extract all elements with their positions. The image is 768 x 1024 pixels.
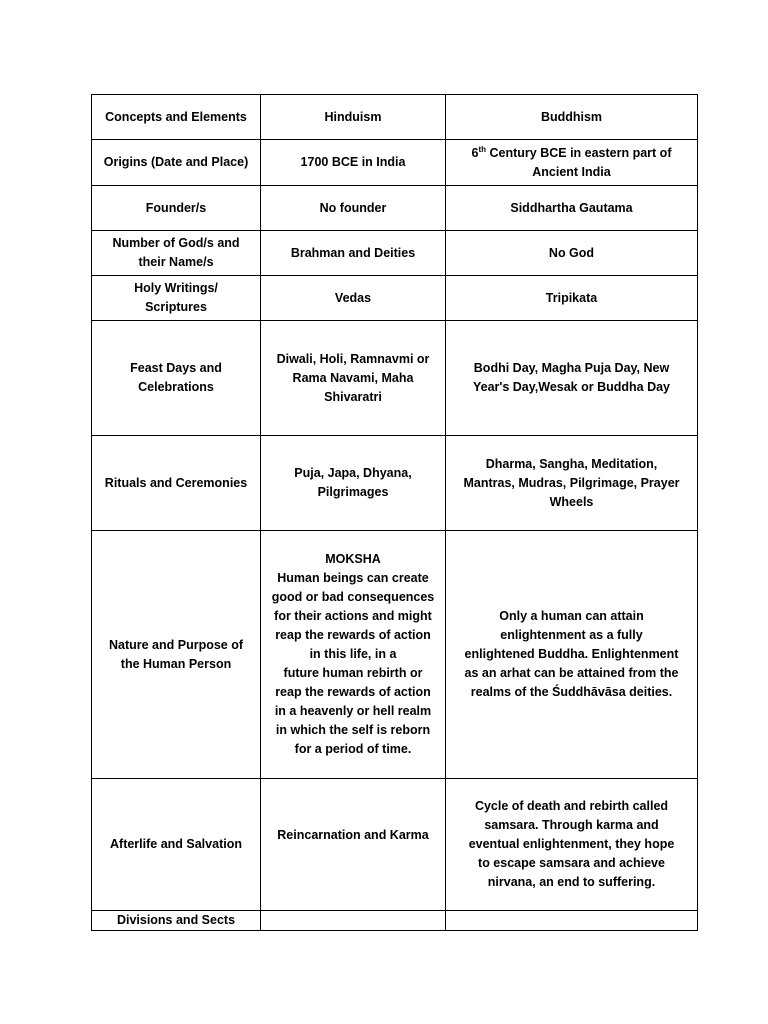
table-row-feast-days [92,321,698,436]
table-row-rituals [92,436,698,531]
table-row-origins [92,140,698,186]
table-row-founder [92,186,698,231]
header-hinduism: Hinduism [261,95,446,140]
concept-cell: Divisions and Sects [92,911,261,931]
hinduism-cell: Brahman and Deities [261,231,446,276]
header-buddhism: Buddhism [446,95,698,140]
concept-cell: Origins (Date and Place) [92,140,261,186]
hinduism-cell [261,911,446,931]
table-row-human-person [92,531,698,779]
buddhism-cell: Cycle of death and rebirth called samsara. Through karma and eventual enlightenment, they hope to escape samsara and achieve nirvana, an end to suffering. [446,779,698,911]
concept-cell: Rituals and Ceremonies [92,436,261,531]
header-concepts: Concepts and Elements [92,95,261,140]
table-row-scriptures [92,276,698,321]
concept-cell: Nature and Purpose of the Human Person [92,531,261,779]
origin-text: Century BCE in eastern part of Ancient India [489,145,672,179]
buddhism-cell [446,911,698,931]
buddhism-cell: Bodhi Day, Magha Puja Day, New Year's Day,Wesak or Buddha Day [446,321,698,436]
hinduism-cell: Vedas [261,276,446,321]
comparison-table [91,94,698,931]
hinduism-cell: Puja, Japa, Dhyana, Pilgrimages [261,436,446,531]
concept-cell: Number of God/s and their Name/s [92,231,261,276]
concept-cell: Feast Days and Celebrations [92,321,261,436]
buddhism-cell: Only a human can attain enlightenment as a fully enlightened Buddha. Enlightenment as an arhat can be attained from the realms of the Śuddhāvāsa deities. [446,531,698,779]
buddhism-cell: Siddhartha Gautama [446,186,698,231]
buddhism-cell: Dharma, Sangha, Meditation, Mantras, Mudras, Pilgrimage, Prayer Wheels [446,436,698,531]
ordinal-suffix: th [478,144,487,154]
hinduism-cell: Diwali, Holi, Ramnavmi or Rama Navami, Maha Shivaratri [261,321,446,436]
table-row-gods [92,231,698,276]
hinduism-cell: MOKSHA Human beings can create good or bad consequences for their actions and might reap the rewards of action in this life, in a future human rebirth or reap the rewards of action in a heavenly or hell realm in which the self is reborn for a period of time. [261,531,446,779]
hinduism-cell: Reincarnation and Karma [261,779,446,911]
concept-cell: Afterlife and Salvation [92,779,261,911]
century-ordinal: 6 [471,145,479,160]
hinduism-cell: 1700 BCE in India [261,140,446,186]
buddhism-cell [446,140,698,186]
table-row-afterlife [92,779,698,911]
concept-cell: Holy Writings/ Scriptures [92,276,261,321]
table-header-row [92,95,698,140]
concept-cell: Founder/s [92,186,261,231]
table-row-divisions [92,911,698,931]
buddhism-cell: Tripikata [446,276,698,321]
hinduism-cell: No founder [261,186,446,231]
buddhism-cell: No God [446,231,698,276]
